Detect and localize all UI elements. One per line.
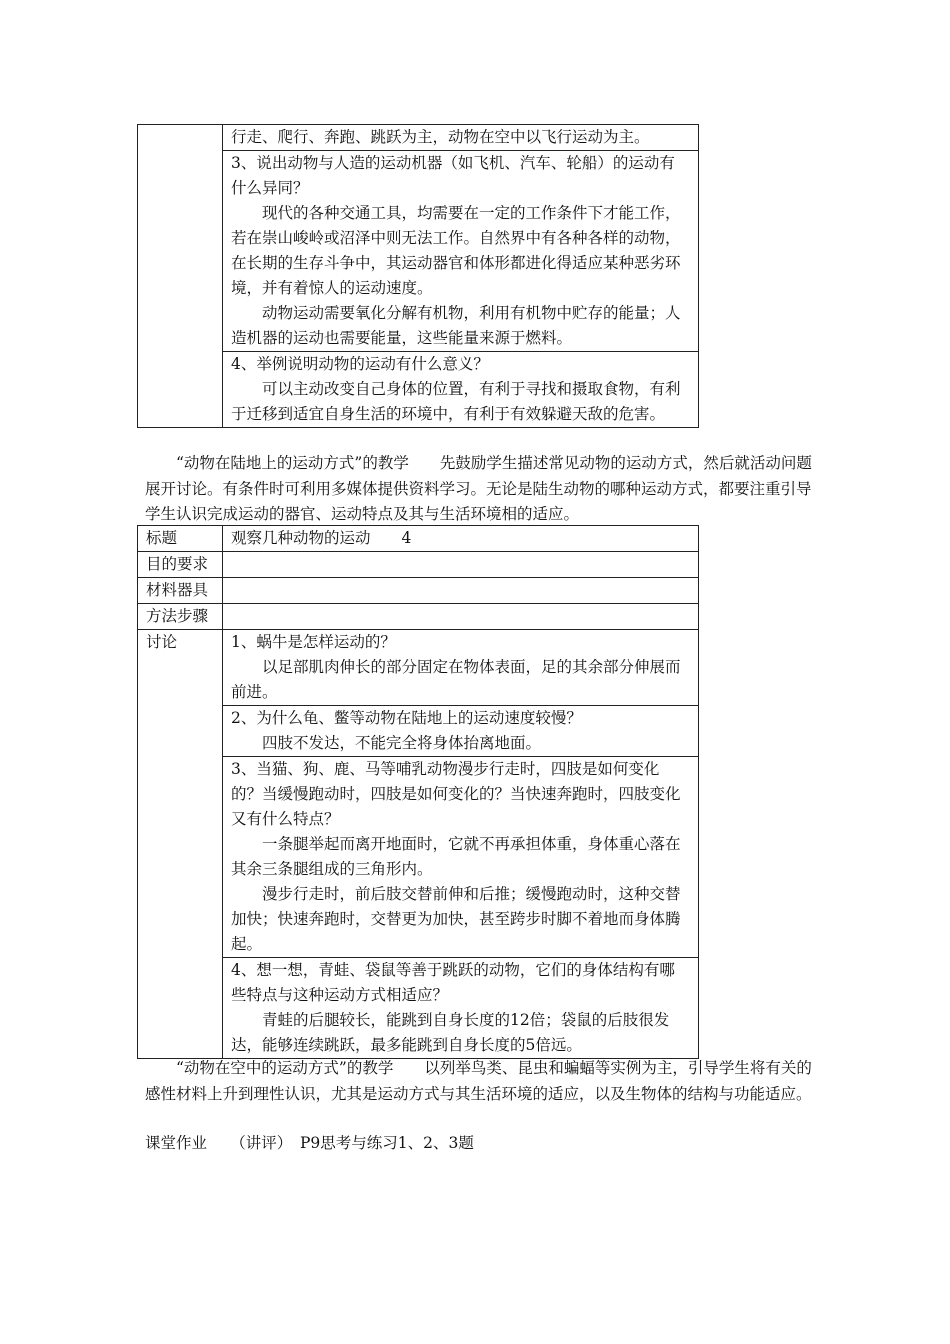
materials-value [223,578,699,604]
table1-q4-cell [223,352,699,428]
row1-text: 行走、爬行、奔跑、跳跃为主，动物在空中以飞行运动为主。 [231,128,650,146]
purpose-label: 目的要求 [138,552,223,578]
observation-table [137,525,699,1059]
discuss-item-1 [223,630,699,706]
table1-row1 [223,125,699,151]
q4-answer: 可以主动改变自己身体的位置，有利于寻找和摄取食物，有利于迁移到适宜自身生活的环境中，有利于有效躲避天敌的危害。 [231,380,681,423]
d3-answer-1: 一条腿举起而离开地面时，它就不再承担体重，身体重心落在其余三条腿组成的三角形内。 [231,835,681,878]
purpose-value [223,552,699,578]
d4-question: 4、想一想，青蛙、袋鼠等善于跳跃的动物，它们的身体结构有哪些特点与这种运动方式相适应？ [231,961,675,1004]
d3-answer-2: 漫步行走时，前后肢交替前伸和后推；缓慢跑动时，这种交替加快；快速奔跑时，交替更为加快，甚至跨步时脚不着地而身体腾起。 [231,885,681,953]
table1-q3-cell [223,151,699,352]
land-movement-paragraph: “动物在陆地上的运动方式”的教学 先鼓励学生描述常见动物的运动方式，然后就活动问题展开讨论。有条件时可利用多媒体提供资料学习。无论是陆生动物的哪种运动方式，都要注重引导学生认识完成运动的器官、运动特点及其与生活环境相的适应。 [145,454,812,523]
discuss-item-3 [223,757,699,958]
d2-answer: 四肢不发达，不能完全将身体抬离地面。 [262,734,542,752]
discuss-label: 讨论 [138,630,223,1059]
homework-line: 课堂作业 （讲评） P9思考与练习1、2、3题 [145,1134,474,1152]
materials-label: 材料器具 [138,578,223,604]
continued-discussion-table [137,124,699,428]
method-label: 方法步骤 [138,604,223,630]
method-value [223,604,699,630]
d4-answer: 青蛙的后腿较长，能跳到自身长度的12倍；袋鼠的后肢很发达，能够连续跳跃，最多能跳到自身长度的5倍远。 [231,1011,670,1054]
title-label: 标题 [138,526,223,552]
empty-label-cell [138,125,223,428]
q3-question: 3、说出动物与人造的运动机器（如飞机、汽车、轮船）的运动有什么异同？ [231,154,675,197]
q3-answer-1: 现代的各种交通工具，均需要在一定的工作条件下才能工作，若在崇山峻岭或沼泽中则无法工作。自然界中有各种各样的动物，在长期的生存斗争中，其运动器官和体形都进化得适应某种恶劣环境，并有着惊人的运动速度。 [231,204,681,297]
d1-question: 1、蜗牛是怎样运动的？ [231,633,396,651]
q4-question: 4、举例说明动物的运动有什么意义？ [231,355,489,373]
discuss-item-4 [223,958,699,1059]
air-movement-paragraph: “动物在空中的运动方式”的教学 以列举鸟类、昆虫和蝙蝠等实例为主，引导学生将有关的感性材料上升到理性认识，尤其是运动方式与其生活环境的适应，以及生物体的结构与功能适应。 [145,1059,812,1103]
q3-answer-2: 动物运动需要氧化分解有机物，利用有机物中贮存的能量；人造机器的运动也需要能量，这些能量来源于燃料。 [231,304,681,347]
title-value: 观察几种动物的运动 4 [223,526,699,552]
discuss-item-2 [223,706,699,757]
d1-answer: 以足部肌肉伸长的部分固定在物体表面，足的其余部分伸展而前进。 [231,658,681,701]
d2-question: 2、为什么龟、鳖等动物在陆地上的运动速度较慢？ [231,709,582,727]
d3-question: 3、当猫、狗、鹿、马等哺乳动物漫步行走时，四肢是如何变化的？当缓慢跑动时，四肢是如何变化的？当快速奔跑时，四肢变化又有什么特点？ [231,760,681,828]
